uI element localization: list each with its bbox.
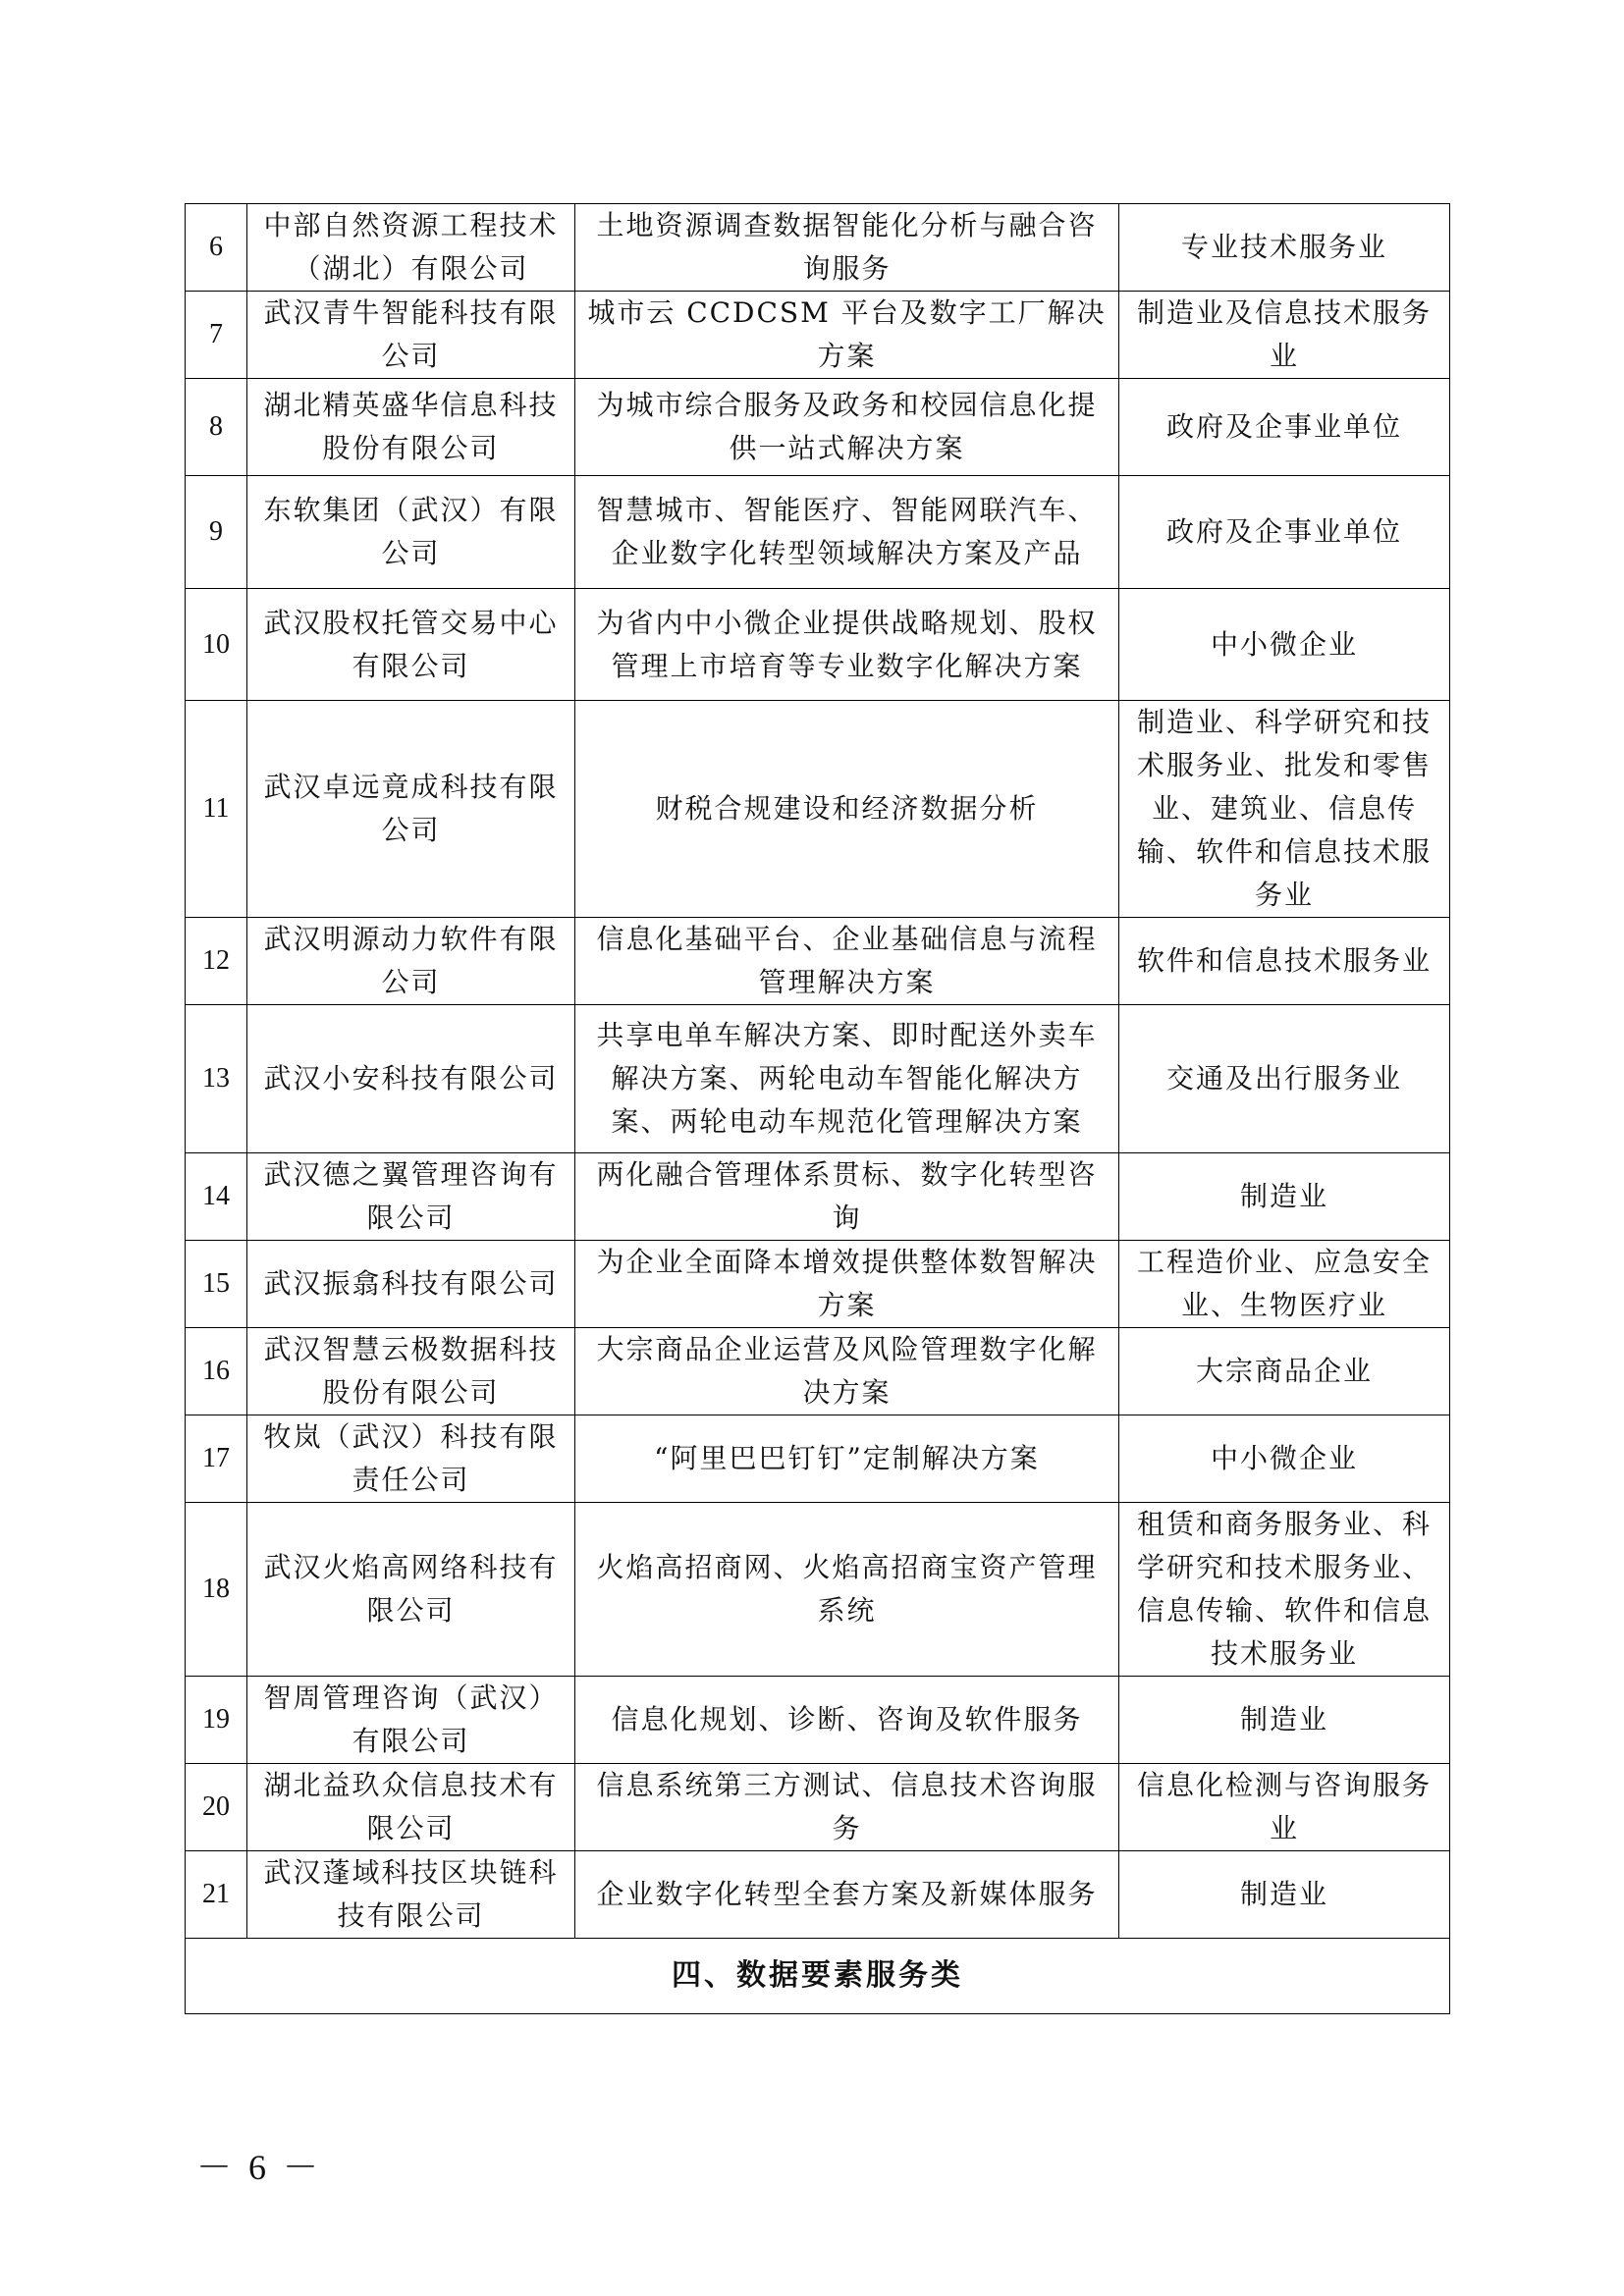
row-number: 16 — [186, 1328, 247, 1415]
industry-field: 政府及企事业单位 — [1119, 476, 1450, 589]
table-row — [186, 1241, 1450, 1328]
industry-field: 中小微企业 — [1119, 589, 1450, 701]
table-row — [186, 379, 1450, 476]
solution-description: 财税合规建设和经济数据分析 — [575, 701, 1119, 918]
industry-field: 大宗商品企业 — [1119, 1328, 1450, 1415]
row-number: 17 — [186, 1415, 247, 1503]
table-row — [186, 1153, 1450, 1241]
industry-field: 租赁和商务服务业、科学研究和技术服务业、信息传输、软件和信息技术服务业 — [1119, 1503, 1450, 1677]
row-number: 7 — [186, 292, 247, 379]
row-number: 11 — [186, 701, 247, 918]
industry-field: 软件和信息技术服务业 — [1119, 918, 1450, 1005]
industry-field: 中小微企业 — [1119, 1415, 1450, 1503]
company-name: 武汉青牛智能科技有限公司 — [247, 292, 575, 379]
row-number: 18 — [186, 1503, 247, 1677]
page-number: － 6 － — [196, 2148, 323, 2187]
company-name: 武汉振翕科技有限公司 — [247, 1241, 575, 1328]
industry-field: 交通及出行服务业 — [1119, 1005, 1450, 1153]
company-name: 武汉卓远竟成科技有限公司 — [247, 701, 575, 918]
company-name: 牧岚（武汉）科技有限责任公司 — [247, 1415, 575, 1503]
row-number: 9 — [186, 476, 247, 589]
row-number: 15 — [186, 1241, 247, 1328]
table-row — [186, 1677, 1450, 1764]
company-name: 武汉智慧云极数据科技股份有限公司 — [247, 1328, 575, 1415]
company-name: 武汉德之翼管理咨询有限公司 — [247, 1153, 575, 1241]
row-number: 6 — [186, 204, 247, 292]
table-row — [186, 476, 1450, 589]
company-name: 武汉明源动力软件有限公司 — [247, 918, 575, 1005]
row-number: 10 — [186, 589, 247, 701]
solution-description: 信息系统第三方测试、信息技术咨询服务 — [575, 1764, 1119, 1851]
row-number: 21 — [186, 1851, 247, 1939]
company-name: 武汉小安科技有限公司 — [247, 1005, 575, 1153]
solution-description: 企业数字化转型全套方案及新媒体服务 — [575, 1851, 1119, 1939]
table-row — [186, 589, 1450, 701]
solution-description: 两化融合管理体系贯标、数字化转型咨询 — [575, 1153, 1119, 1241]
solution-description: “阿里巴巴钉钉”定制解决方案 — [575, 1415, 1119, 1503]
solution-description: 智慧城市、智能医疗、智能网联汽车、企业数字化转型领域解决方案及产品 — [575, 476, 1119, 589]
industry-field: 工程造价业、应急安全业、生物医疗业 — [1119, 1241, 1450, 1328]
table-row — [186, 292, 1450, 379]
industry-field: 制造业 — [1119, 1153, 1450, 1241]
table-row — [186, 1005, 1450, 1153]
solution-description: 为城市综合服务及政务和校园信息化提供一站式解决方案 — [575, 379, 1119, 476]
company-name: 武汉蓬域科技区块链科技有限公司 — [247, 1851, 575, 1939]
section-row — [186, 1939, 1450, 2014]
solution-description: 城市云 CCDCSM 平台及数字工厂解决方案 — [575, 292, 1119, 379]
solution-description: 共享电单车解决方案、即时配送外卖车解决方案、两轮电动车智能化解决方案、两轮电动车规范化管理解决方案 — [575, 1005, 1119, 1153]
section-heading: 四、数据要素服务类 — [186, 1939, 1450, 2014]
solution-description: 为省内中小微企业提供战略规划、股权管理上市培育等专业数字化解决方案 — [575, 589, 1119, 701]
table-row — [186, 701, 1450, 918]
company-name: 东软集团（武汉）有限公司 — [247, 476, 575, 589]
company-name: 湖北益玖众信息技术有限公司 — [247, 1764, 575, 1851]
industry-field: 制造业、科学研究和技术服务业、批发和零售业、建筑业、信息传输、软件和信息技术服务业 — [1119, 701, 1450, 918]
table-row — [186, 1328, 1450, 1415]
table-row — [186, 1415, 1450, 1503]
row-number: 12 — [186, 918, 247, 1005]
solution-description: 信息化规划、诊断、咨询及软件服务 — [575, 1677, 1119, 1764]
table-row — [186, 1851, 1450, 1939]
solution-description: 为企业全面降本增效提供整体数智解决方案 — [575, 1241, 1119, 1328]
table-row — [186, 204, 1450, 292]
table-row — [186, 918, 1450, 1005]
table-row — [186, 1503, 1450, 1677]
industry-field: 政府及企事业单位 — [1119, 379, 1450, 476]
company-name: 智周管理咨询（武汉）有限公司 — [247, 1677, 575, 1764]
table-body — [186, 204, 1450, 2014]
industry-field: 制造业 — [1119, 1677, 1450, 1764]
solution-description: 火焰高招商网、火焰高招商宝资产管理系统 — [575, 1503, 1119, 1677]
row-number: 19 — [186, 1677, 247, 1764]
company-name: 湖北精英盛华信息科技股份有限公司 — [247, 379, 575, 476]
row-number: 8 — [186, 379, 247, 476]
industry-field: 信息化检测与咨询服务业 — [1119, 1764, 1450, 1851]
industry-field: 制造业及信息技术服务业 — [1119, 292, 1450, 379]
solution-description: 土地资源调查数据智能化分析与融合咨询服务 — [575, 204, 1119, 292]
industry-field: 制造业 — [1119, 1851, 1450, 1939]
industry-field: 专业技术服务业 — [1119, 204, 1450, 292]
company-name: 武汉股权托管交易中心有限公司 — [247, 589, 575, 701]
table-row — [186, 1764, 1450, 1851]
solution-description: 信息化基础平台、企业基础信息与流程管理解决方案 — [575, 918, 1119, 1005]
enterprise-table — [185, 203, 1450, 2014]
company-name: 中部自然资源工程技术（湖北）有限公司 — [247, 204, 575, 292]
row-number: 13 — [186, 1005, 247, 1153]
row-number: 20 — [186, 1764, 247, 1851]
row-number: 14 — [186, 1153, 247, 1241]
solution-description: 大宗商品企业运营及风险管理数字化解决方案 — [575, 1328, 1119, 1415]
company-name: 武汉火焰高网络科技有限公司 — [247, 1503, 575, 1677]
